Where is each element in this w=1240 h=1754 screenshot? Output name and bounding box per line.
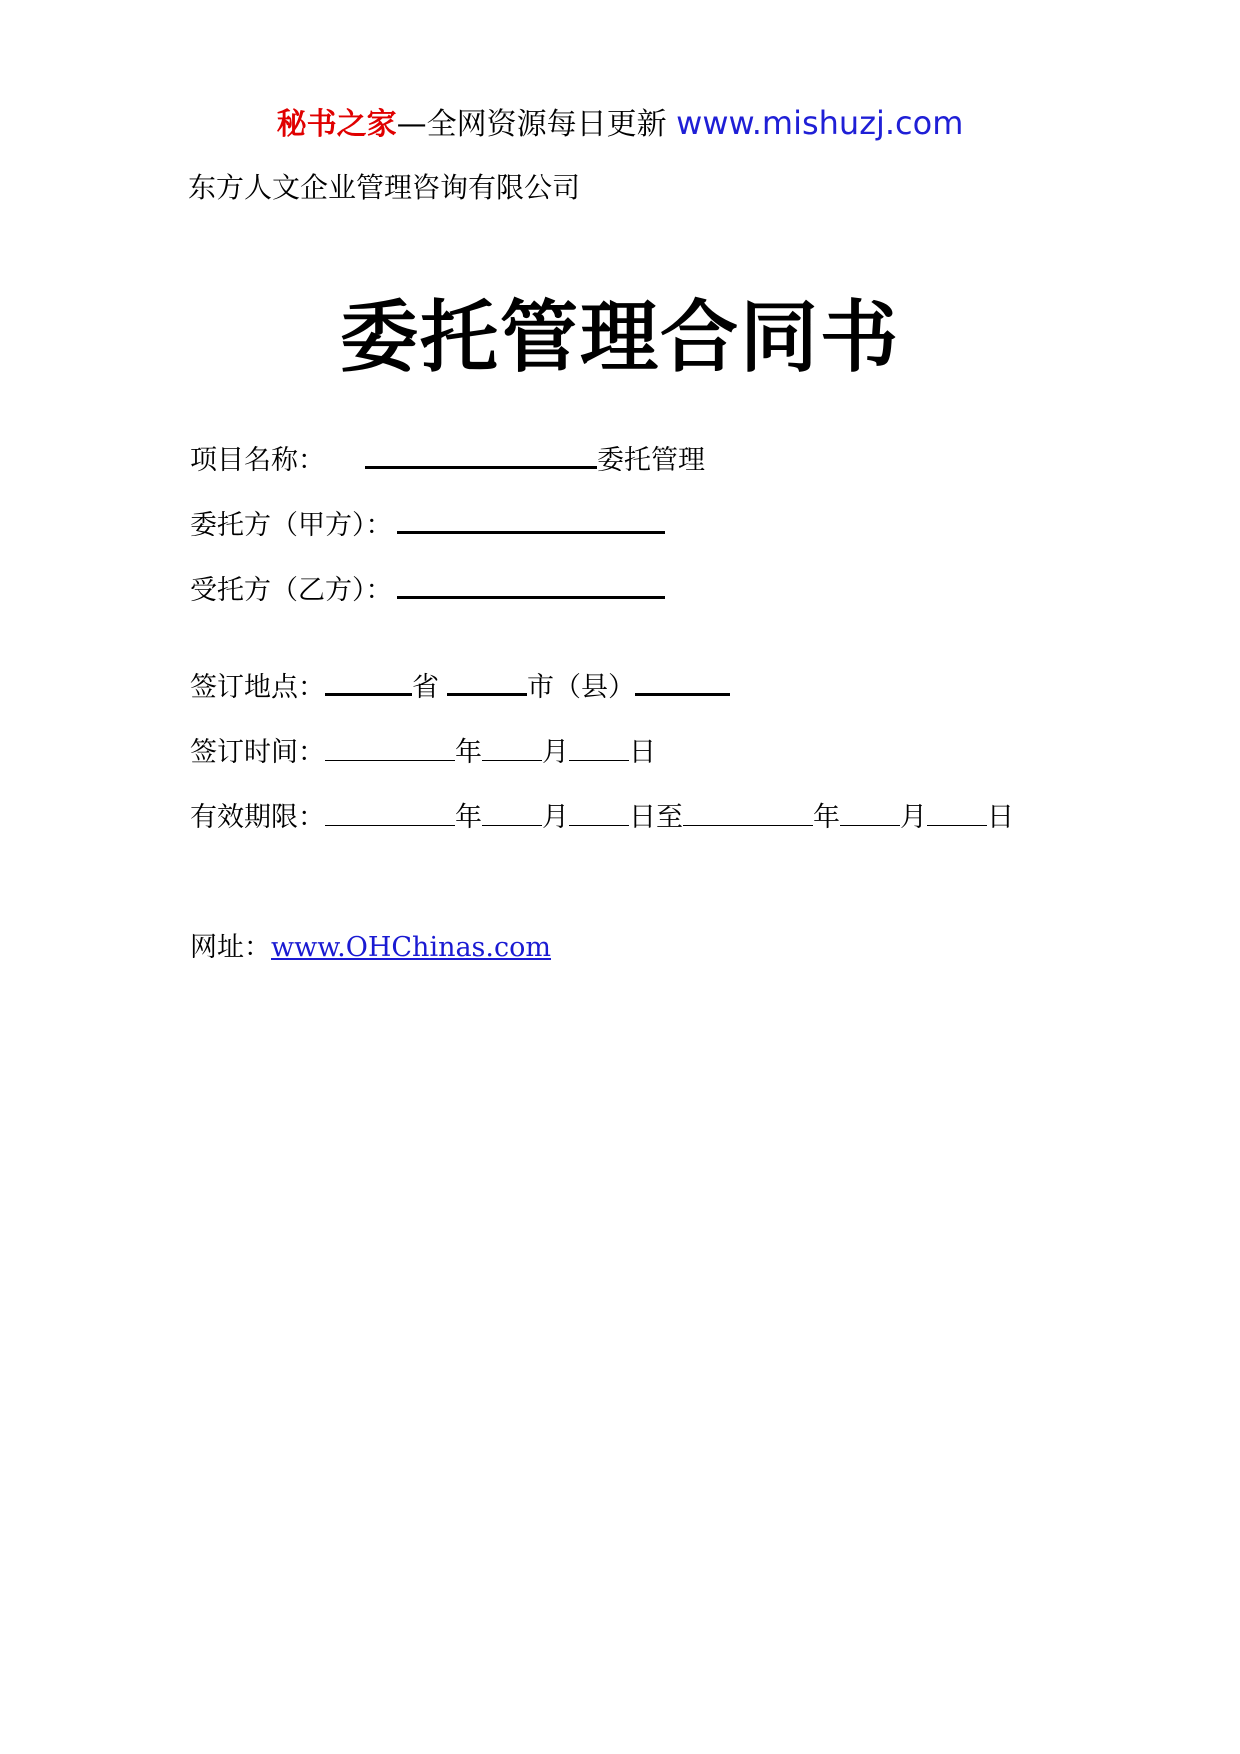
county-blank[interactable] (635, 692, 730, 696)
start-year-label: 年 (455, 802, 482, 833)
signing-time-label: 签订时间： (190, 737, 325, 768)
party-a-blank[interactable] (397, 530, 665, 534)
banner-slogan: 全网资源每日更新 (426, 107, 677, 142)
end-month-blank[interactable] (840, 824, 900, 826)
sign-year-label: 年 (455, 737, 482, 768)
signing-place-label: 签订地点： (190, 672, 325, 703)
website-line (190, 928, 551, 968)
start-day-blank[interactable] (569, 824, 629, 826)
brand-name: 秘书之家 (276, 107, 397, 142)
party-b-line (190, 571, 665, 611)
banner-url-link[interactable]: www.mishuzj.com (676, 104, 964, 142)
end-day-label: 日 (987, 802, 1014, 833)
start-month-blank[interactable] (482, 824, 542, 826)
website-link[interactable]: www.OHChinas.com (271, 932, 551, 963)
project-name-blank[interactable] (365, 465, 597, 469)
validity-period-line (190, 798, 1014, 838)
header-banner (0, 98, 1240, 150)
project-name-line (190, 441, 705, 481)
party-a-line (190, 506, 665, 546)
city-label: 市（县） (527, 672, 635, 703)
sign-year-blank[interactable] (325, 759, 455, 761)
end-day-blank[interactable] (927, 824, 987, 826)
province-label: 省 (412, 672, 439, 703)
party-b-label: 受托方（乙方）： (190, 575, 393, 606)
sign-day-label: 日 (629, 737, 656, 768)
banner-separator: — (396, 107, 427, 142)
sign-day-blank[interactable] (569, 759, 629, 761)
project-name-suffix: 委托管理 (597, 445, 705, 476)
signing-time-line (190, 733, 656, 773)
start-year-blank[interactable] (325, 824, 455, 826)
document-title: 委托管理合同书 (339, 293, 900, 383)
start-day-label: 日至 (629, 802, 683, 833)
validity-label: 有效期限： (190, 802, 325, 833)
signing-place-line (190, 668, 730, 708)
end-year-label: 年 (813, 802, 840, 833)
party-a-label: 委托方（甲方）： (190, 510, 393, 541)
project-name-label: 项目名称： (190, 445, 325, 476)
website-label: 网址： (190, 932, 271, 963)
company-name: 东方人文企业管理咨询有限公司 (188, 171, 581, 204)
start-month-label: 月 (542, 802, 569, 833)
city-blank[interactable] (447, 692, 527, 696)
province-blank[interactable] (325, 692, 412, 696)
sign-month-blank[interactable] (482, 759, 542, 761)
party-b-blank[interactable] (397, 595, 665, 599)
end-year-blank[interactable] (683, 824, 813, 826)
end-month-label: 月 (900, 802, 927, 833)
sign-month-label: 月 (542, 737, 569, 768)
